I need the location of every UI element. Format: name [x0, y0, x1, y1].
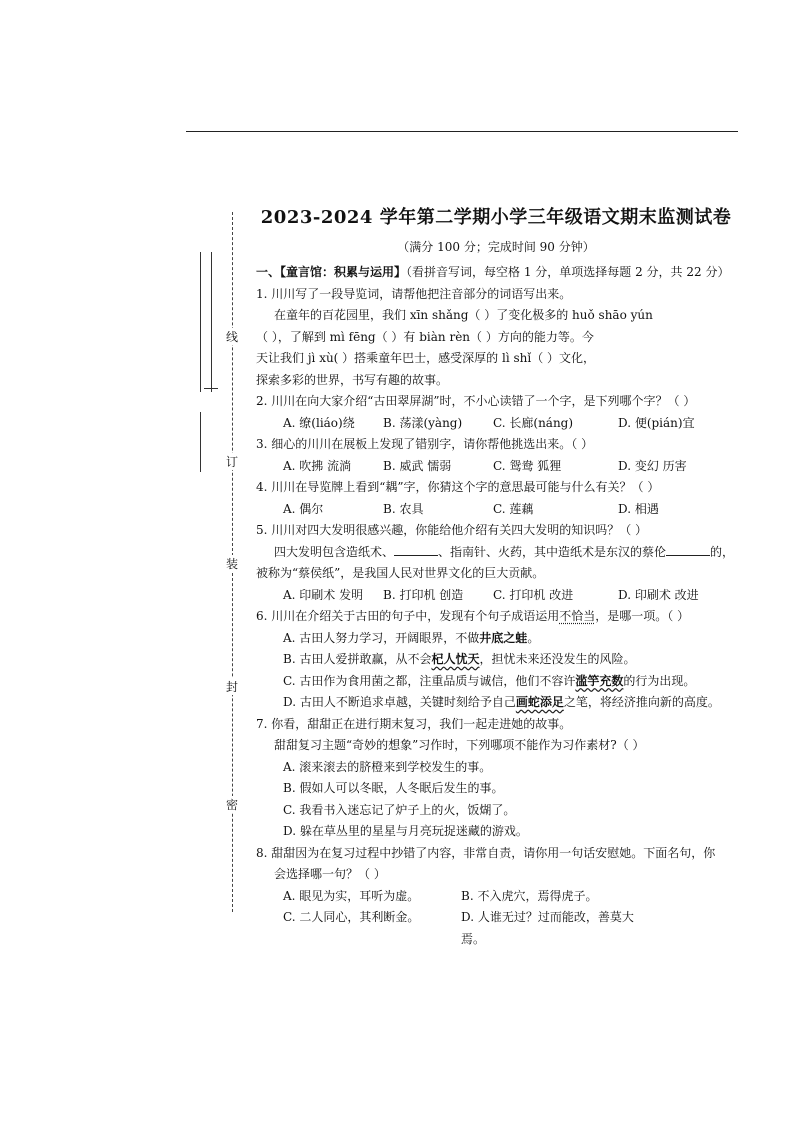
q5-text-cont: 被称为“蔡侯纸”，是我国人民对世界文化的巨大贡献。: [256, 566, 545, 580]
class-field-line: [211, 252, 212, 392]
q5-option-c: C. 打印机 改进: [493, 587, 574, 602]
q3-option-b: B. 威武 懦弱: [383, 458, 452, 473]
q5-text-part: 四大发明包含造纸术、: [274, 544, 395, 559]
q6-keyword: 不恰当: [559, 609, 596, 623]
q5-stem: 5. 川川对四大发明很感兴趣，你能给他介绍有关四大发明的知识吗？（ ）: [256, 523, 648, 537]
q6-option-c: [256, 671, 732, 693]
q3-option-a: A. 吹拂 流淌: [283, 458, 352, 473]
q6-idiom: 井底之蛙: [479, 630, 528, 645]
q6-stem-part: 6. 川川在介绍关于古田的句子中，发现有个句子成语运用: [256, 609, 560, 623]
q8-option-c: C. 二人同心，其利断金。: [283, 910, 420, 924]
q4-option-c: C. 莲藕: [493, 501, 534, 516]
binding-mark-mi: 密: [225, 798, 238, 812]
q8-option-a: A. 眼见为实，耳听为虚。: [283, 888, 420, 903]
q2-option-c: C. 长廊(náng): [493, 415, 574, 430]
q4-option-a: A. 偶尔: [283, 501, 324, 516]
q5-option-a: A. 印刷术 发明: [283, 587, 364, 602]
q1-line: 在童年的百花园里，我们 xīn shǎng（ ）了变化极多的 huǒ shāo yún: [274, 308, 653, 322]
q8-option-b: B. 不入虎穴，焉得虎子。: [461, 888, 598, 903]
q8-options-row1: [256, 886, 732, 908]
section-heading: [256, 262, 732, 284]
q7-stem: 7. 你看，甜甜正在进行期末复习，我们一起走进她的故事。: [256, 716, 572, 731]
name-field-line: [200, 252, 201, 392]
q4-option-d: D. 相遇: [618, 501, 659, 516]
q7-option-a: A. 滚来滚去的脐橙来到学校发生的事。: [283, 759, 492, 774]
q8-option-d: D. 人谁无过？过而能改，善莫大焉。: [461, 910, 634, 946]
q7-option-b: B. 假如人可以冬眠，人冬眠后发生的事。: [283, 781, 504, 795]
q6-idiom: 滥竽充数: [575, 673, 624, 688]
q1-stem: 1. 川川写了一段导览词，请帮他把注音部分的词语写出来。: [256, 286, 572, 301]
binding-mark-feng: 封: [225, 680, 238, 694]
q4-options: [256, 499, 732, 521]
q6-text: 。: [527, 630, 540, 645]
q8-stem-cont: 会选择哪一句？（ ）: [274, 867, 386, 881]
binding-mark-zhuang: 装: [225, 557, 238, 571]
q6-stem-part: ，是哪一项。（ ）: [595, 609, 690, 623]
section-title: 一、【童言馆：积累与运用】: [256, 265, 407, 279]
binding-mark-xian: 线: [225, 330, 238, 344]
page-subtitle: （满分 100 分；完成时间 90 分钟）: [397, 240, 595, 254]
q6-idiom: 杞人忧天: [431, 652, 480, 666]
q4-option-b: B. 农具: [383, 501, 424, 516]
q6-text: D. 古田人不断追求卓越，关键时刻给予自己: [283, 695, 516, 709]
q2-option-b: B. 荡漾(yàng): [383, 415, 463, 430]
q2-option-d: D. 便(pián)宜: [618, 415, 695, 430]
q2-options: [256, 413, 732, 435]
q7-option-d: D. 躲在草丛里的星星与月亮玩捉迷藏的游戏。: [283, 824, 528, 838]
page-title: 2023-2024 学年第二学期小学三年级语文期末监测试卷: [260, 207, 732, 228]
q1-line: 天让我们 jì xù( ）搭乘童年巴士，感受深厚的 lì shǐ（ ）文化，: [256, 351, 596, 365]
q5-text-part: 的，: [710, 544, 735, 559]
q6-option-a: [256, 628, 732, 650]
q5-option-b: B. 打印机 创造: [383, 587, 464, 602]
q7-sub: 甜甜复习主题“奇妙的想象”习作时，下列哪项不能作为习作素材?（ ）: [274, 738, 645, 752]
q6-option-b: [256, 649, 732, 671]
exam-content: [256, 262, 735, 950]
q3-stem: 3. 细心的川川在展板上发现了错别字，请你帮他挑选出来。（ ）: [256, 437, 594, 451]
q5-options: [256, 585, 732, 607]
binding-line: [196, 212, 240, 912]
q6-text: ，担忧未来还没发生的风险。: [479, 652, 636, 666]
q5-blank: [394, 543, 438, 556]
q3-options: [256, 456, 732, 478]
q8-stem: 8. 甜甜因为在复习过程中抄错了内容，非常自责，请你用一句话安慰她。下面名句，你: [256, 845, 716, 860]
q6-text: 之笔，将经济推向新的高度。: [563, 695, 720, 709]
q1-line: （ ），了解到 mì fēng（ ）有 biàn rèn（ ）方向的能力等。今: [256, 329, 594, 344]
top-rule: [186, 131, 738, 132]
q6-option-d: [256, 692, 732, 714]
q3-option-c: C. 鸳鸯 狐狸: [493, 458, 562, 473]
field-stub: [204, 388, 218, 389]
q6-text: C. 古田作为食用菌之都，注重品质与诚信，他们不容许: [283, 673, 576, 688]
q1-line: 探索多彩的世界，书写有趣的故事。: [256, 372, 449, 387]
q5-blank: [666, 543, 710, 556]
q5-option-d: D. 印刷术 改进: [618, 587, 699, 602]
section-note: （看拼音写词，每空格 1 分，单项选择每题 2 分，共 22 分）: [406, 265, 730, 279]
q2-stem: 2. 川川在向大家介绍“古田翠屏湖”时，不小心读错了一个字，是下列哪个字？（ ）: [256, 394, 696, 408]
q6-text: B. 古田人爱拼敢赢，从不会: [283, 652, 432, 666]
q7-option-c: C. 我看书入迷忘记了炉子上的火，饭煳了。: [283, 802, 516, 817]
q2-option-a: A. 缭(liáo)绕: [283, 415, 355, 430]
q4-stem: 4. 川川在导览牌上看到“耦”字，你猜这个字的意思最可能与什么有关？（ ）: [256, 480, 660, 494]
q3-option-d: D. 变幻 历害: [618, 458, 687, 473]
q6-text: 的行为出现。: [623, 673, 696, 688]
q5-text: [256, 542, 735, 564]
q6-idiom: 画蛇添足: [515, 695, 564, 709]
q5-text-part: 、指南针、火药，其中造纸术是东汉的蔡伦: [438, 544, 667, 559]
binding-mark-ding: 订: [225, 455, 238, 469]
q6-stem: [256, 606, 732, 628]
q6-text: A. 古田人努力学习，开阔眼界，不做: [283, 630, 480, 645]
seat-field-line: [200, 412, 201, 472]
q8-options-row2: [256, 907, 732, 950]
